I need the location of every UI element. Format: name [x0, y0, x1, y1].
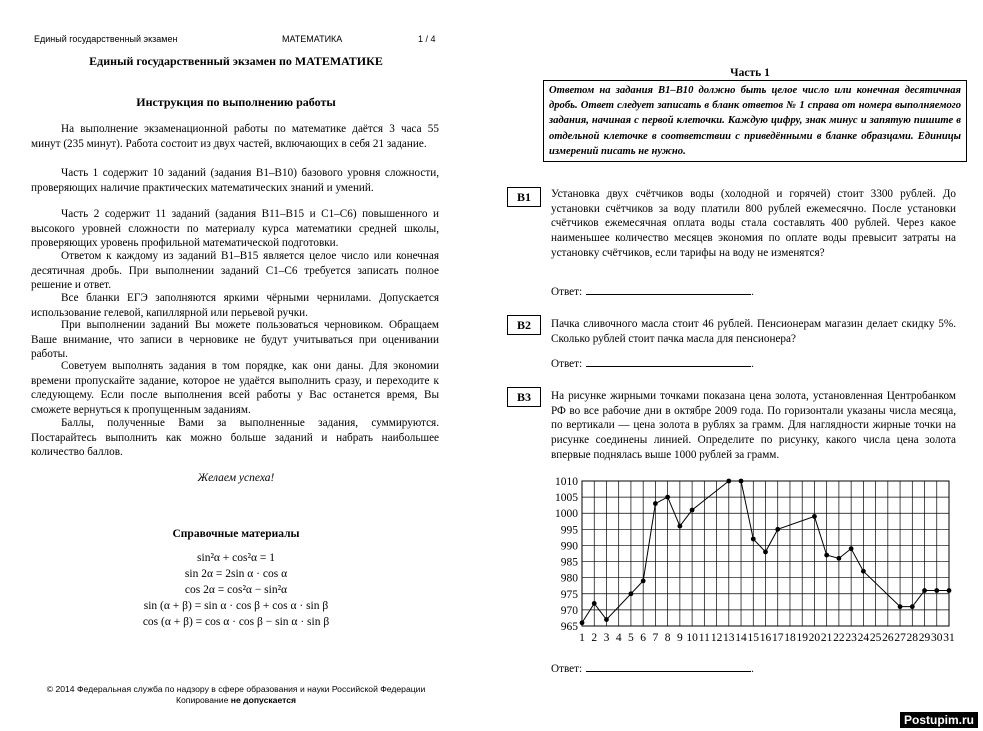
- footer-copy-notice: [20, 695, 452, 706]
- data-point: [849, 546, 854, 551]
- instruction-paragraph: Ответом к каждому из заданий В1–В15 является целое число или конечная десятичная дробь. При выполнении заданий С1–С6 требуется записать полное решение и ответ.: [31, 250, 439, 292]
- y-tick-label: 1000: [555, 508, 578, 521]
- answer-line[interactable]: [586, 660, 751, 672]
- y-tick-label: 995: [560, 524, 578, 537]
- data-point: [580, 620, 585, 625]
- y-tick-label: 975: [560, 588, 578, 601]
- x-tick-label: 31: [943, 632, 955, 644]
- data-point: [922, 588, 927, 593]
- task-label-b2: В2: [507, 315, 541, 335]
- x-tick-label: 26: [882, 632, 894, 644]
- task-text-b2: Пачка сливочного масла стоит 46 рублей. Пенсионерам магазин делает скидку 5%. Сколько рублей стоит пачка масла для пенсионера?: [551, 318, 956, 345]
- data-point: [677, 524, 682, 529]
- answer-line[interactable]: [586, 283, 751, 295]
- answer-label: Ответ:: [551, 286, 583, 298]
- x-tick-label: 27: [894, 632, 906, 644]
- x-tick-label: 21: [820, 632, 833, 644]
- data-point: [726, 479, 731, 484]
- data-point: [592, 601, 597, 606]
- x-tick-label: 24: [857, 632, 870, 644]
- x-tick-label: 11: [698, 632, 710, 644]
- instruction-paragraph: Баллы, полученные Вами за выполненные задания, суммируются. Постарайтесь выполнить как можно больше заданий и набрать наибольшее количество баллов.: [31, 417, 439, 459]
- y-tick-label: 1005: [555, 492, 578, 505]
- answer-line[interactable]: [586, 355, 751, 367]
- answer-label: Ответ:: [551, 358, 583, 370]
- instruction-paragraph: Часть 2 содержит 11 заданий (задания В11–В15 и С1–С6) повышенного и высокого уровней сложности по материалу курса математики средней школы, проверяющих уровень профильной математической подготовки.: [31, 208, 439, 250]
- x-tick-label: 20: [808, 632, 821, 644]
- y-tick-label: 965: [560, 621, 578, 633]
- x-tick-label: 15: [747, 632, 760, 644]
- answer-field-b3[interactable]: Ответ: .: [551, 660, 754, 675]
- x-tick-label: 19: [796, 632, 808, 644]
- reference-title: Справочные материалы: [172, 528, 300, 540]
- footer-copy-prefix: Копирование: [176, 695, 231, 705]
- x-tick-label: 4: [615, 632, 622, 644]
- y-tick-label: 970: [560, 604, 578, 617]
- task-text-b1: Установка двух счётчиков воды (холодной и горячей) стоит 3300 рублей. До установки счётчиков за воду платили 800 рублей ежемесячно. После установки счётчиков ежемесячная оплата воды стала составлять 400 рублей. Через какое наименьшее количество месяцев экономия по оплате воды превысит затраты на установку счётчиков, если тарифы на воду не изменятся?: [551, 188, 956, 259]
- formula: sin (α + β) = sin α · cos β + cos α · sin β: [143, 600, 329, 612]
- formula: cos (α + β) = cos α · cos β − sin α · sin β: [142, 616, 330, 628]
- x-tick-label: 6: [640, 632, 647, 644]
- instruction-title: Инструкция по выполнению работы: [136, 95, 336, 109]
- instruction-paragraph: Все бланки ЕГЭ заполняются яркими чёрными чернилами. Допускается использование гелевой, капиллярной или перьевой ручки.: [31, 292, 439, 319]
- data-point: [629, 591, 634, 596]
- formula: cos 2α = cos²α − sin²α: [184, 584, 288, 596]
- data-point: [604, 617, 609, 622]
- x-tick-label: 12: [710, 632, 723, 644]
- x-tick-label: 29: [918, 632, 931, 644]
- y-tick-label: 985: [560, 556, 578, 569]
- x-tick-label: 22: [833, 632, 845, 644]
- page-title: Единый государственный экзамен по МАТЕМАТИКЕ: [89, 54, 383, 68]
- formula: sin²α + cos²α = 1: [197, 552, 275, 564]
- formula: sin 2α = 2sin α · cos α: [184, 568, 288, 580]
- x-tick-label: 18: [784, 632, 796, 644]
- gold-price-chart: [545, 474, 965, 652]
- x-tick-label: 14: [735, 632, 747, 644]
- y-tick-label: 980: [560, 572, 578, 585]
- task-label-b1: В1: [507, 187, 541, 207]
- instruction-paragraph: На выполнение экзаменационной работы по математике даётся 3 часа 55 минут (235 минут). Работа состоит из двух частей, включающих в себя 21 задание.: [31, 123, 439, 150]
- instruction-paragraph: Советуем выполнять задания в том порядке, как они даны. Для экономии времени пропускайте задание, которое не удаётся выполнить сразу, и переходите к следующему. Если после выполнения всей работы у Вас останется время, Вы сможете вернуться к пропущенным заданиям.: [31, 360, 439, 416]
- data-point: [641, 578, 646, 583]
- answer-field-b1[interactable]: Ответ: .: [551, 283, 754, 298]
- x-tick-label: 16: [759, 632, 772, 644]
- x-tick-label: 28: [906, 632, 919, 644]
- data-point: [824, 553, 829, 558]
- x-tick-label: 3: [603, 632, 610, 644]
- part1-title: Часть 1: [730, 67, 770, 79]
- x-tick-label: 25: [869, 632, 882, 644]
- watermark: Postupim.ru: [900, 712, 978, 728]
- header-left: Единый государственный экзамен: [34, 34, 178, 44]
- x-tick-label: 9: [676, 632, 683, 644]
- data-point: [812, 514, 817, 519]
- answer-field-b2[interactable]: Ответ: .: [551, 355, 754, 370]
- y-tick-label: 990: [560, 540, 578, 553]
- instruction-paragraph: Часть 1 содержит 10 заданий (задания В1–В10) базового уровня сложности, проверяющих наличие практических математических знаний и умений.: [31, 167, 439, 194]
- task-label-b3: В3: [507, 387, 541, 407]
- x-tick-label: 5: [628, 632, 634, 644]
- data-point: [934, 588, 939, 593]
- x-tick-label: 1: [579, 632, 585, 644]
- x-tick-label: 8: [664, 632, 671, 644]
- data-point: [947, 588, 952, 593]
- data-point: [837, 556, 842, 561]
- data-point: [690, 508, 695, 513]
- data-point: [739, 479, 744, 484]
- instruction-paragraph: При выполнении заданий Вы можете пользоваться черновиком. Обращаем Ваше внимание, что записи в черновике не будут учитываться при оценивании работы.: [31, 319, 439, 361]
- x-tick-label: 7: [652, 632, 659, 644]
- header-subject: МАТЕМАТИКА: [282, 34, 343, 44]
- part1-note: Ответом на задания В1–В10 должно быть целое число или конечная десятичная дробь. Ответ следует записать в бланк ответов № 1 справа от номера выполняемого задания, начиная с первой клеточки. Каждую цифру, знак минус и запятую пишите в отдельной клеточке в соответствии с приведёнными в бланке образцами. Единицы измерений писать не нужно.: [543, 80, 967, 162]
- x-tick-label: 13: [723, 632, 735, 644]
- task-text-b3: На рисунке жирными точками показана цена золота, установленная Центробанком РФ во все рабочие дни в октябре 2009 года. По горизонтали указаны числа месяца, по вертикали — цена золота в рублях за грамм. Для наглядности жирные точки на рисунке соединены линией. Определите по рисунку, какого числа цена золота впервые поднялась выше 1000 рублей за грамм.: [551, 390, 956, 461]
- x-tick-label: 23: [845, 632, 857, 644]
- data-point: [910, 604, 915, 609]
- header-page: 1 / 4: [418, 34, 436, 44]
- y-tick-label: 1010: [555, 476, 578, 488]
- footer-copy-bold: не допускается: [230, 695, 296, 705]
- data-point: [861, 569, 866, 574]
- data-point: [898, 604, 903, 609]
- data-point: [665, 495, 670, 500]
- data-point: [775, 527, 780, 532]
- answer-label: Ответ:: [551, 663, 583, 675]
- footer-copyright: © 2014 Федеральная служба по надзору в сфере образования и науки Российской Федерации: [46, 684, 426, 694]
- x-tick-label: 30: [931, 632, 943, 644]
- x-tick-label: 10: [686, 632, 698, 644]
- wish-text: Желаем успеха!: [197, 472, 275, 484]
- data-point: [763, 549, 768, 554]
- x-tick-label: 17: [771, 632, 784, 644]
- x-tick-label: 2: [591, 632, 598, 644]
- data-point: [751, 537, 756, 542]
- data-point: [653, 501, 658, 506]
